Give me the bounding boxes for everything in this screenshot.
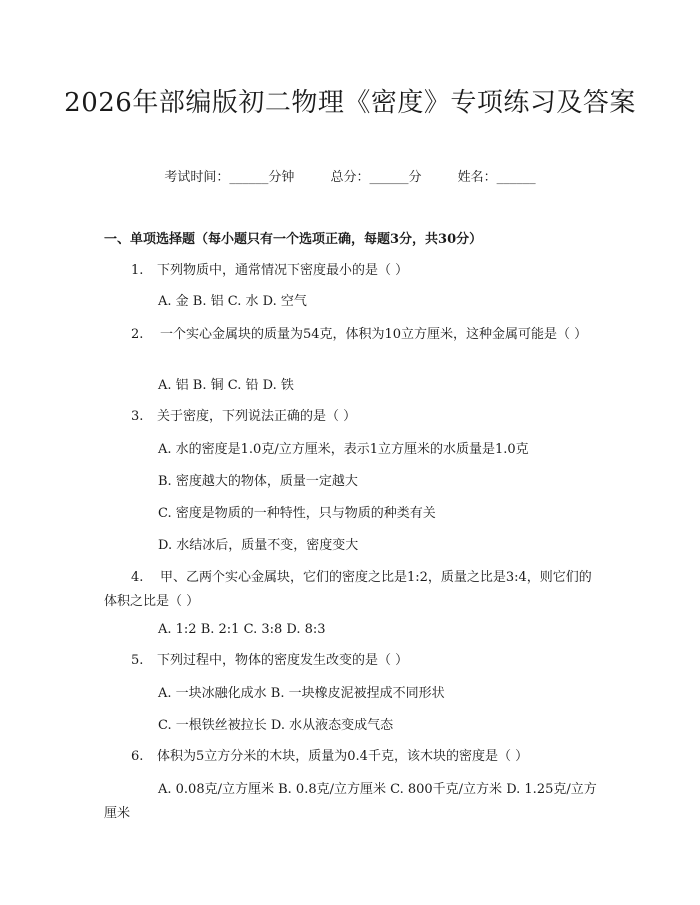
question-text: 一个实心金属块的质量为54克，体积为10立方厘米，这种金属可能是（ ） bbox=[159, 327, 588, 342]
question-2-options: A. 铝 B. 铜 C. 铅 D. 铁 bbox=[158, 378, 294, 393]
question-5-options-ab: A. 一块冰融化成水 B. 一块橡皮泥被捏成不同形状 bbox=[158, 686, 445, 701]
question-4-options: A. 1:2 B. 2:1 C. 3:8 D. 8:3 bbox=[158, 622, 326, 637]
question-3-option-a: A. 水的密度是1.0克/立方厘米，表示1立方厘米的水质量是1.0克 bbox=[158, 442, 529, 457]
question-text: 甲、乙两个实心金属块，它们的密度之比是1:2，质量之比是3:4，则它们的体积之比是（ ） bbox=[104, 570, 592, 609]
exam-meta bbox=[0, 168, 700, 188]
question-number: 5. bbox=[131, 653, 144, 668]
question-4 bbox=[104, 566, 604, 614]
question-number: 4. bbox=[131, 570, 144, 585]
question-3 bbox=[131, 407, 356, 427]
student-name-field: 姓名：______ bbox=[457, 170, 536, 185]
question-3-option-d: D. 水结冰后，质量不变，密度变大 bbox=[158, 538, 359, 553]
question-text: 下列物质中，通常情况下密度最小的是（ ） bbox=[157, 263, 409, 278]
question-6-options: A. 0.08克/立方厘米 B. 0.8克/立方厘米 C. 800千克/立方米 D. 1.25克/立方厘米 bbox=[104, 782, 597, 821]
page-title: 2026年部编版初二物理《密度》专项练习及答案 bbox=[64, 88, 636, 118]
total-score-field: 总分：______分 bbox=[330, 170, 422, 185]
question-number: 2. bbox=[131, 327, 144, 342]
question-number: 1. bbox=[131, 263, 144, 278]
section-heading-single-choice: 一、单项选择题（每小题只有一个选项正确，每题3分，共30分） bbox=[104, 232, 483, 247]
question-1-options: A. 金 B. 铝 C. 水 D. 空气 bbox=[158, 294, 307, 309]
question-5-options-cd: C. 一根铁丝被拉长 D. 水从液态变成气态 bbox=[158, 718, 394, 733]
question-text: 体积为5立方分米的木块，质量为0.4千克，该木块的密度是（ ） bbox=[157, 749, 529, 764]
question-number: 3. bbox=[131, 409, 144, 424]
question-2 bbox=[104, 323, 604, 347]
exam-time-field: 考试时间：______分钟 bbox=[164, 170, 295, 185]
question-text: 关于密度，下列说法正确的是（ ） bbox=[157, 409, 357, 424]
question-3-option-b: B. 密度越大的物体，质量一定越大 bbox=[158, 474, 358, 489]
question-6 bbox=[131, 747, 528, 767]
question-3-option-c: C. 密度是物质的一种特性，只与物质的种类有关 bbox=[158, 506, 436, 521]
question-text: 下列过程中，物体的密度发生改变的是（ ） bbox=[157, 653, 409, 668]
question-1 bbox=[131, 261, 408, 281]
question-number: 6. bbox=[131, 749, 144, 764]
question-5 bbox=[131, 651, 408, 671]
